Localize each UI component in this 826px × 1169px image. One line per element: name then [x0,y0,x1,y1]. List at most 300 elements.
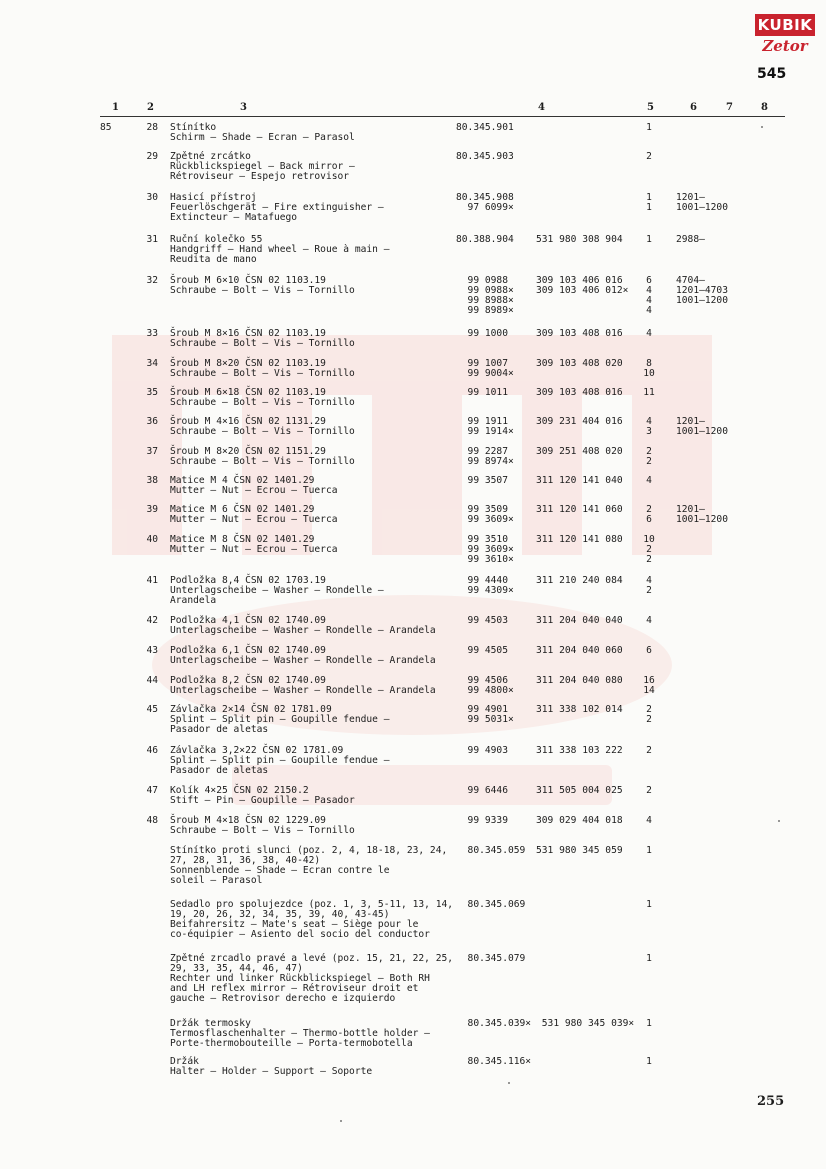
item-description: Stínítko proti slunci (poz. 2, 4, 18-18, 23, 24, [170,845,448,856]
item-description: gauche — Retrovisor derecho e izquierdo [170,993,396,1004]
part-number: 99 0988 [456,275,508,286]
item-number: 43 [146,645,158,656]
item-number: 37 [146,446,158,457]
quantity: 4 [646,475,652,486]
col-8: 8 [761,102,768,113]
item-number: 30 [146,192,158,203]
item-description-cell [170,676,455,696]
item-description: Držák [170,1056,199,1067]
item-description: Schraube — Bolt — Vis — Tornillo [170,426,355,437]
item-description: Matice M 4 ČSN 02 1401.29 [170,475,315,486]
alt-part-number: 311 120 141 040 [536,475,623,486]
col-4: 4 [538,102,545,113]
item-description: Šroub M 4×16 ČSN 02 1131.29 [170,416,326,427]
item-description: Unterlagscheibe — Washer — Rondelle — [170,585,384,596]
part-number: 80.345.059 [456,845,526,856]
alt-part-number: 311 210 240 084 [536,575,623,586]
item-description: Schraube — Bolt — Vis — Tornillo [170,285,355,296]
quantity: 2 [646,456,652,467]
alt-part-number-cell [536,646,623,656]
alt-part-number-cell [536,786,623,796]
alt-part-number: 309 103 406 012× [536,285,629,296]
alt-part-number-cell [536,816,623,826]
part-number-cell [456,152,514,162]
item-number: 32 [146,275,158,286]
alt-part-number-cell [536,616,623,626]
logo-model-number: 545 [757,66,787,82]
part-number-cell [456,193,514,213]
alt-part-number-cell [536,505,623,515]
alt-part-number-cell [536,276,628,296]
item-description-cell [170,476,455,496]
col-1: 1 [112,102,119,113]
alt-part-number: 311 338 102 014 [536,704,623,715]
item-description: 27, 28, 31, 36, 38, 40-42) [170,855,321,866]
alt-part-number-cell [536,846,623,856]
quantity: 1 [646,1018,652,1029]
item-description: soleil — Parasol [170,875,263,886]
item-description: Šroub M 8×20 ČSN 02 1103.19 [170,358,326,369]
kubik-logo [755,14,815,84]
item-description: Šroub M 4×18 ČSN 02 1229.09 [170,815,326,826]
part-number: 99 4505 [456,645,508,656]
quantity-cell [640,329,658,339]
part-number-cell [456,359,514,379]
item-description: Stift — Pin — Goupille — Pasador [170,795,355,806]
quantity: 2 [646,151,652,162]
alt-part-number-cell [536,447,623,457]
serial-range-cell [676,235,705,245]
item-description: Podložka 8,4 ČSN 02 1703.19 [170,575,326,586]
quantity: 4 [646,295,652,306]
col-5: 5 [647,102,654,113]
alt-part-number-cell [536,359,623,369]
quantity-cell [640,786,658,796]
alt-part-number-cell [536,417,623,427]
quantity-cell [640,535,658,565]
item-description: Beifahrersitz — Mate's seat — Siège pour le [170,919,419,930]
item-description-cell [170,359,455,379]
alt-part-number: 311 204 040 040 [536,615,623,626]
quantity: 10 [643,534,655,545]
item-number: 33 [146,328,158,339]
item-description: Extincteur — Matafuego [170,212,298,223]
item-description: Podložka 4,1 ČSN 02 1740.09 [170,615,326,626]
part-number: 80.388.904 [456,234,514,245]
item-number: 41 [146,575,158,586]
item-description: 29, 33, 35, 44, 46, 47) [170,963,303,974]
item-number: 46 [146,745,158,756]
logo-brand: KUBIK [755,14,815,36]
part-number-cell [456,1019,531,1029]
item-description: Šroub M 6×10 ČSN 02 1103.19 [170,275,326,286]
serial-range: 1001—1200 [676,295,728,306]
item-description: Podložka 6,1 ČSN 02 1740.09 [170,645,326,656]
part-number-cell [456,329,508,339]
part-number: 99 1007 [456,358,508,369]
part-number: 99 1911 [456,416,508,427]
part-number: 80.345.069 [456,899,526,910]
serial-range: 1201— [676,416,705,427]
quantity: 1 [646,899,652,910]
item-number: 48 [146,815,158,826]
item-description-cell [170,329,455,349]
item-description: Matice M 8 ČSN 02 1401.29 [170,534,315,545]
part-number: 80.345.116× [456,1056,532,1067]
serial-range: 1201— [676,504,705,515]
quantity: 3 [646,426,652,437]
quantity-cell [640,359,658,379]
alt-part-number-cell [536,388,623,398]
item-description: Matice M 6 ČSN 02 1401.29 [170,504,315,515]
col-7: 7 [726,102,733,113]
item-description: Rückblickspiegel — Back mirror — [170,161,355,172]
item-description-cell [170,388,455,408]
alt-part-number: 311 338 103 222 [536,745,623,756]
item-description: Reudita de mano [170,254,257,265]
item-description-cell [170,900,455,940]
alt-part-number: 309 251 408 020 [536,446,623,457]
item-description: Splint — Split pin — Goupille fendue — [170,714,390,725]
part-number-cell [456,535,514,565]
quantity: 4 [646,285,652,296]
part-number-cell [456,954,525,964]
item-description-cell [170,954,455,1004]
part-number: 99 3509 [456,504,508,515]
part-number: 99 9339 [456,815,508,826]
quantity: 2 [646,785,652,796]
quantity: 6 [646,645,652,656]
part-number-cell [456,1057,531,1067]
item-number: 29 [146,151,158,162]
part-number: 99 3507 [456,475,508,486]
item-description-cell [170,123,455,143]
quantity-cell [640,276,658,316]
part-number: 80.345.901 [456,122,514,133]
item-description: Ruční kolečko 55 [170,234,263,245]
item-description: Kolík 4×25 ČSN 02 2150.2 [170,785,309,796]
part-number-cell [456,746,508,756]
quantity: 4 [646,615,652,626]
part-number: 99 3610× [456,554,514,565]
item-description: Držák termosky [170,1018,251,1029]
alt-part-number: 309 029 404 018 [536,815,623,826]
part-number-cell [456,447,514,467]
item-description: Arandela [170,595,217,606]
part-number-cell [456,616,508,626]
part-number-cell [456,388,508,398]
item-description-cell [170,152,455,182]
part-number: 99 6446 [456,785,508,796]
item-description: Mutter — Nut — Ecrou — Tuerca [170,485,338,496]
quantity-cell [640,152,658,162]
serial-range: 1001—1200 [676,202,728,213]
alt-part-number: 311 204 040 060 [536,645,623,656]
item-description-cell [170,616,455,636]
item-description: 19, 20, 26, 32, 34, 35, 39, 40, 43-45) [170,909,390,920]
part-number: 99 3609× [456,514,514,525]
part-number: 99 4800× [456,685,514,696]
item-description-cell [170,235,455,265]
item-description: Halter — Holder — Support — Soporte [170,1066,373,1077]
item-description: Stínítko [170,122,217,133]
quantity-cell [640,576,658,596]
part-number-cell [456,705,514,725]
quantity: 11 [643,387,655,398]
part-number: 99 4903 [456,745,508,756]
alt-part-number: 311 204 040 080 [536,675,623,686]
quantity: 2 [646,704,652,715]
item-description: Šroub M 8×16 ČSN 02 1103.19 [170,328,326,339]
item-description: Sedadlo pro spolujezdce (poz. 1, 3, 5-11, 13, 14, [170,899,454,910]
quantity: 2 [646,554,652,565]
item-description: Schraube — Bolt — Vis — Tornillo [170,338,355,349]
quantity: 16 [643,675,655,686]
item-description-cell [170,1057,455,1077]
quantity-cell [640,646,658,656]
item-description: Termosflaschenhalter — Thermo-bottle holder — [170,1028,430,1039]
item-description: Mutter — Nut — Ecrou — Tuerca [170,514,338,525]
quantity-cell [640,505,658,525]
quantity: 10 [643,368,655,379]
alt-part-number-cell [536,705,623,715]
part-number-cell [456,235,514,245]
quantity-cell [640,193,658,213]
serial-range-cell [676,276,728,306]
part-number-cell [456,505,514,525]
item-description: Závlačka 2×14 ČSN 02 1781.09 [170,704,332,715]
part-number-cell [456,846,525,856]
item-description-cell [170,576,455,606]
quantity-cell [640,846,658,856]
quantity-cell [640,954,658,964]
column-header [0,100,826,116]
serial-range: 2988— [676,234,705,245]
quantity: 2 [646,585,652,596]
part-number-cell [456,123,514,133]
item-number: 35 [146,387,158,398]
item-description-cell [170,846,455,886]
quantity: 4 [646,575,652,586]
alt-part-number: 309 103 406 016 [536,275,623,286]
quantity-cell [640,417,658,437]
item-description: Podložka 8,2 ČSN 02 1740.09 [170,675,326,686]
part-number: 80.345.908 [456,192,514,203]
item-description: Rechter und linker Rückblickspiegel — Both RH [170,973,430,984]
item-description-cell [170,786,455,806]
alt-part-number: 531 980 308 904 [536,234,623,245]
quantity: 1 [646,953,652,964]
quantity: 2 [646,504,652,515]
part-number: 80.345.903 [456,151,514,162]
quantity-cell [640,746,658,756]
item-description: Schraube — Bolt — Vis — Tornillo [170,825,355,836]
item-description: Rétroviseur — Espejo retrovisor [170,171,350,182]
item-number: 44 [146,675,158,686]
part-number: 99 4901 [456,704,508,715]
header-rule [100,116,785,117]
alt-part-number: 311 120 141 080 [536,534,623,545]
alt-part-number: 531 980 345 059 [536,845,623,856]
item-number: 31 [146,234,158,245]
serial-range: 4704— [676,275,705,286]
part-number: 99 1000 [456,328,508,339]
alt-part-number-cell [536,235,623,245]
item-description: Unterlagscheibe — Washer — Rondelle — Arandela [170,655,436,666]
part-number: 80.345.039× [456,1018,532,1029]
quantity-cell [640,447,658,467]
alt-part-number: 309 103 408 016 [536,387,623,398]
quantity-cell [640,676,658,696]
item-description-cell [170,505,455,525]
quantity: 4 [646,815,652,826]
part-number-cell [456,786,508,796]
part-number: 99 4506 [456,675,508,686]
serial-range: 1201— [676,192,705,203]
item-description: Pasador de aletas [170,765,269,776]
item-number: 34 [146,358,158,369]
item-description-cell [170,1019,455,1049]
item-description-cell [170,417,455,437]
part-number-cell [456,900,525,910]
item-description: Schraube — Bolt — Vis — Tornillo [170,397,355,408]
quantity-cell [640,1019,658,1029]
item-description-cell [170,447,455,467]
item-description: Zpětné zrcadlo pravé a levé (poz. 15, 21, 22, 25, [170,953,454,964]
alt-part-number: 531 980 345 039× [536,1018,635,1029]
part-number: 99 2287 [456,446,508,457]
quantity-cell [640,705,658,725]
serial-range: 1201—4703 [676,285,728,296]
item-number: 38 [146,475,158,486]
alt-part-number: 309 103 408 016 [536,328,623,339]
part-number: 99 8988× [456,295,514,306]
quantity-cell [640,1057,658,1067]
quantity: 4 [646,328,652,339]
alt-part-number: 309 103 408 020 [536,358,623,369]
serial-range-cell [676,417,728,437]
alt-part-number-cell [536,576,623,586]
quantity: 6 [646,275,652,286]
serial-range-cell [676,505,728,525]
part-number-cell [456,476,508,486]
alt-part-number-cell [536,1019,634,1029]
quantity-cell [640,388,658,398]
col-2: 2 [147,102,154,113]
part-number-cell [456,417,514,437]
part-number: 99 4503 [456,615,508,626]
page-number: 255 [757,1094,785,1109]
item-description: Šroub M 6×18 ČSN 02 1103.19 [170,387,326,398]
quantity-cell [640,123,658,133]
alt-part-number-cell [536,329,623,339]
logo-zetor: Zetor [762,37,808,55]
quantity: 2 [646,745,652,756]
position-number: 85 [100,122,112,133]
part-number: 80.345.079 [456,953,526,964]
alt-part-number-cell [536,676,623,686]
item-description: Mutter — Nut — Ecrou — Tuerca [170,544,338,555]
serial-range: 1001—1200 [676,426,728,437]
item-description: Unterlagscheibe — Washer — Rondelle — Arandela [170,685,436,696]
part-number: 97 6099× [456,202,514,213]
part-number: 99 8974× [456,456,514,467]
item-description: Sonnenblende — Shade — Ecran contre le [170,865,390,876]
part-number: 99 8989× [456,305,514,316]
item-description: Zpětné zrcátko [170,151,251,162]
quantity-cell [640,900,658,910]
item-description-cell [170,746,455,776]
part-number-cell [456,676,514,696]
quantity: 1 [646,234,652,245]
item-description: Handgriff — Hand wheel — Roue à main — [170,244,390,255]
quantity: 14 [643,685,655,696]
item-description-cell [170,193,455,223]
part-number: 99 4440 [456,575,508,586]
quantity: 1 [646,202,652,213]
part-number: 99 0988× [456,285,514,296]
quantity: 8 [646,358,652,369]
quantity: 4 [646,305,652,316]
quantity-cell [640,816,658,826]
item-number: 39 [146,504,158,515]
part-number-cell [456,576,514,596]
quantity: 2 [646,544,652,555]
part-number: 99 5031× [456,714,514,725]
item-number: 36 [146,416,158,427]
quantity: 1 [646,122,652,133]
serial-range: 1001—1200 [676,514,728,525]
item-description: Feuerlöschgerät — Fire extinguisher — [170,202,384,213]
item-description: Závlačka 3,2×22 ČSN 02 1781.09 [170,745,344,756]
alt-part-number-cell [536,746,623,756]
item-description: co-équipier — Asiento del socio del conductor [170,929,430,940]
item-description: Hasicí přístroj [170,192,257,203]
alt-part-number-cell [536,476,623,486]
alt-part-number: 309 231 404 016 [536,416,623,427]
quantity: 1 [646,192,652,203]
item-description: Porte-thermobouteille — Porta-termobotella [170,1038,413,1049]
item-description: Pasador de aletas [170,724,269,735]
part-number-cell [456,646,508,656]
alt-part-number: 311 120 141 060 [536,504,623,515]
item-description: Schraube — Bolt — Vis — Tornillo [170,368,355,379]
part-number: 99 1011 [456,387,508,398]
quantity: 4 [646,416,652,427]
part-number-cell [456,276,514,316]
quantity: 1 [646,845,652,856]
quantity-cell [640,235,658,245]
quantity: 1 [646,1056,652,1067]
item-description: and LH reflex mirror — Rétroviseur droit et [170,983,419,994]
item-number: 45 [146,704,158,715]
item-number: 47 [146,785,158,796]
part-number: 99 9004× [456,368,514,379]
item-description: Splint — Split pin — Goupille fendue — [170,755,390,766]
quantity: 2 [646,714,652,725]
alt-part-number: 311 505 004 025 [536,785,623,796]
serial-range-cell [676,193,728,213]
part-number: 99 3609× [456,544,514,555]
item-description-cell [170,276,455,296]
alt-part-number-cell [536,535,623,545]
item-description: Schirm — Shade — Ecran — Parasol [170,132,355,143]
quantity-cell [640,476,658,486]
item-description: Schraube — Bolt — Vis — Tornillo [170,456,355,467]
quantity: 2 [646,446,652,457]
item-description-cell [170,535,455,555]
item-number: 28 [146,122,158,133]
